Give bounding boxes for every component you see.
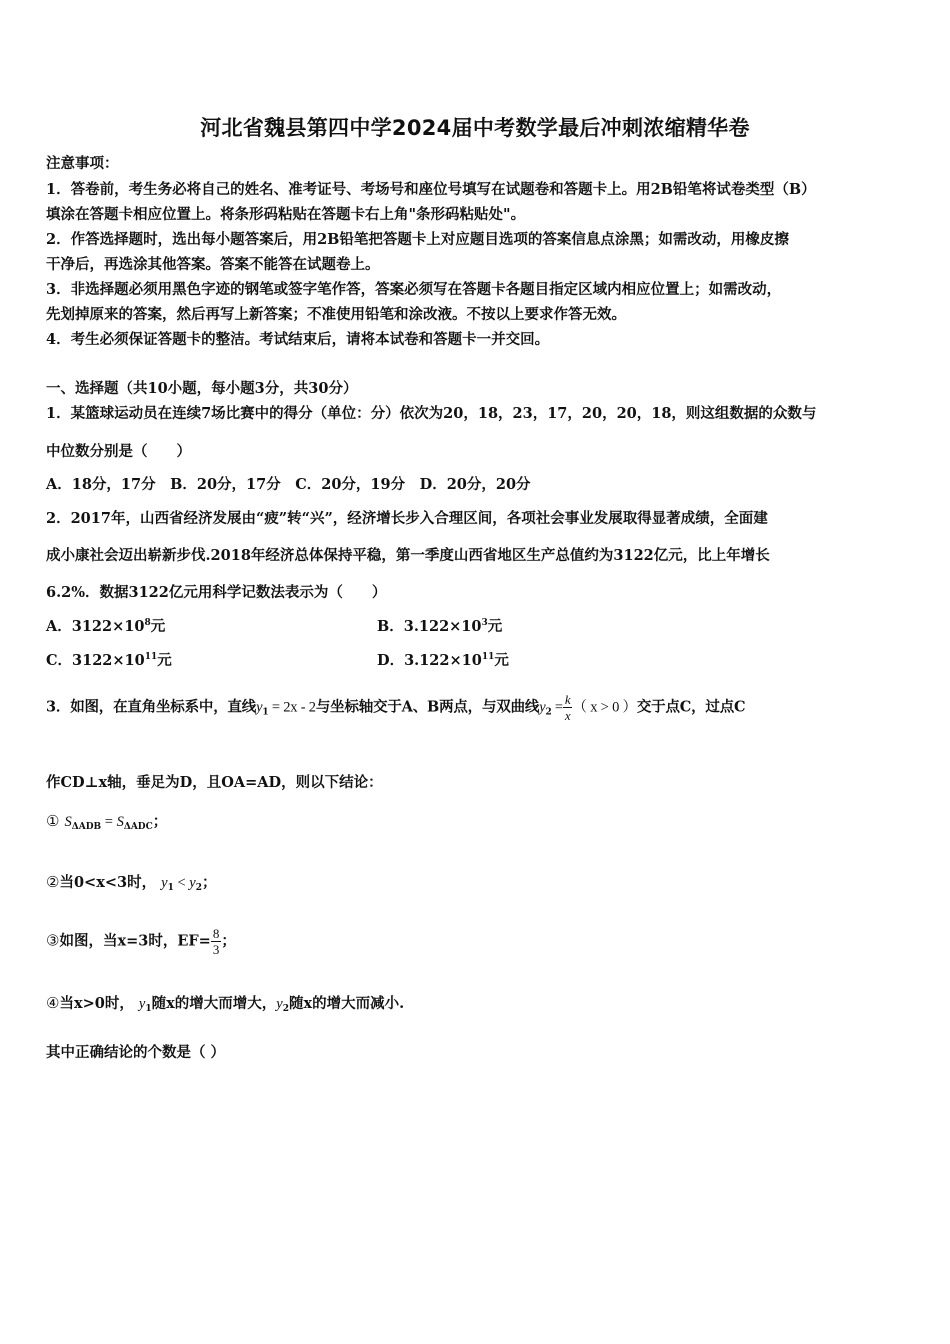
q3-text: 与坐标轴交于A、B两点，与双曲线 [315,698,540,716]
line-eq-y: y [256,699,263,716]
notice-line: 1．答卷前，考生务必将自己的姓名、准考证号、考场号和座位号填写在试题卷和答题卡上。用2B铅笔将试卷类型（B） [46,181,816,198]
notice-line: 4．考生必须保证答题卡的整洁。考试结束后，请将本试卷和答题卡一并交回。 [46,331,550,348]
equals-sign: = [101,814,117,830]
var-y2: y [276,996,283,1012]
var-subscript: 1 [167,883,174,893]
circled-number: ② [46,873,60,891]
conclusion-text: 随x的增大而减小. [288,995,405,1012]
q3-conclusion-4 [46,992,916,1014]
q2-option-b [377,615,502,636]
var-subscript: 1 [145,1004,152,1014]
fraction-numerator: k [564,692,571,707]
option-unit: 元 [157,652,172,669]
var-y1: y [161,875,168,891]
q3-conclusion-1 [46,810,916,832]
area-symbol: S [64,814,72,830]
q2-stem-line2: 成小康社会迈出崭新步伐.2018年经济总体保持平稳，第一季度山西省地区生产总值约为3122亿元，比上年增长 [46,547,770,564]
notice-line: 干净后，再选涂其他答案。答案不能答在试题卷上。 [46,256,380,273]
q3-stem-line2: 作CD⊥x轴，垂足为D，且OA=AD，则以下结论： [46,774,383,791]
var-y2: y [189,875,196,891]
option-exponent: 11 [144,652,158,662]
hyperbola-y: y [539,699,546,716]
q3-conclusion-2 [46,871,916,893]
q3-text: 交于点C，过点C [636,698,746,716]
area-subscript: ΔADB [71,822,102,832]
q1-stem-line2: 中位数分别是（ ） [46,443,191,460]
area-symbol: S [116,814,124,830]
q2-option-a [46,615,165,636]
page-title: 河北省魏县第四中学2024届中考数学最后冲刺浓缩精华卷 [200,116,750,140]
option-unit: 元 [487,618,503,635]
var-subscript: 2 [195,883,202,893]
option-exponent: 11 [481,652,495,662]
notice-line: 2．作答选择题时，选出每小题答案后，用2B铅笔把答题卡上对应题目选项的答案信息点涂黑；如需改动，用橡皮擦 [46,231,789,248]
punctuation: ； [201,874,217,891]
option-unit: 元 [150,618,166,635]
conclusion-text: 随x的增大而增大， [151,995,277,1012]
var-subscript: 2 [282,1004,289,1014]
option-unit: 元 [494,652,509,669]
line-eq-sub: 1 [262,707,269,718]
fraction-denominator: 3 [212,942,220,957]
q3-text: 3．如图，在直角坐标系中，直线 [46,698,257,716]
fraction-denominator: x [564,708,571,723]
area-subscript: ΔADC [123,822,153,832]
less-than: < [173,875,190,891]
option-text: B．3.122×10 [377,618,482,635]
notice-heading: 注意事项： [46,155,119,172]
option-text: D．3.122×10 [377,652,482,669]
q2-option-c [46,649,172,670]
line-eq: = 2x - 2 [268,699,316,716]
section-heading: 一、选择题（共10小题，每小题3分，共30分） [46,380,358,397]
q2-option-d [377,649,509,670]
fraction-numerator: 8 [212,926,220,941]
domain-condition: （ x > 0 ） [572,699,637,716]
hyperbola-sub: 2 [545,707,552,718]
var-y1: y [138,996,146,1012]
q2-stem-line1: 2．2017年，山西省经济发展由“疲”转“兴”，经济增长步入合理区间，各项社会事业发展取得显著成绩，全面建 [46,510,768,527]
q1-stem-line1: 1．某篮球运动员在连续7场比赛中的得分（单位：分）依次为20，18，23，17，20，20，18，则这组数据的众数与 [46,405,817,422]
circled-number: ③ [46,931,60,950]
circled-number: ④ [46,994,60,1012]
option-text: C．3122×10 [46,652,145,669]
option-exponent: 3 [481,618,488,628]
q3-conclusion-3 [46,926,916,957]
option-text: A．3122×10 [46,618,145,635]
punctuation: ； [221,932,236,950]
ef-fraction [211,926,222,957]
q3-question: 其中正确结论的个数是（ ） [46,1044,226,1061]
hyperbola-eq: = [551,699,563,716]
notice-line: 先划掉原来的答案，然后再写上新答案；不准使用铅笔和涂改液。不按以上要求作答无效。 [46,306,626,323]
q1-options: A．18分，17分 B．20分，17分 C．20分，19分 D．20分，20分 [46,476,531,493]
notice-line: 3．非选择题必须用黑色字迹的钢笔或签字笔作答，答案必须写在答题卡各题目指定区域内相应位置上；如需改动， [46,281,782,298]
conclusion-text: 如图，当x=3时，EF= [59,932,211,950]
option-exponent: 8 [144,618,151,628]
notice-line: 填涂在答题卡相应位置上。将条形码粘贴在答题卡右上角"条形码粘贴处"。 [46,206,526,223]
q2-stem-line3: 6.2%．数据3122亿元用科学记数法表示为（ ） [46,584,387,601]
conclusion-text: 当x>0时， [59,995,134,1012]
conclusion-text: 当0<x<3时， [59,874,157,891]
q3-stem-line1 [46,692,926,723]
circled-number: ① [46,812,60,830]
punctuation: ； [152,813,168,830]
